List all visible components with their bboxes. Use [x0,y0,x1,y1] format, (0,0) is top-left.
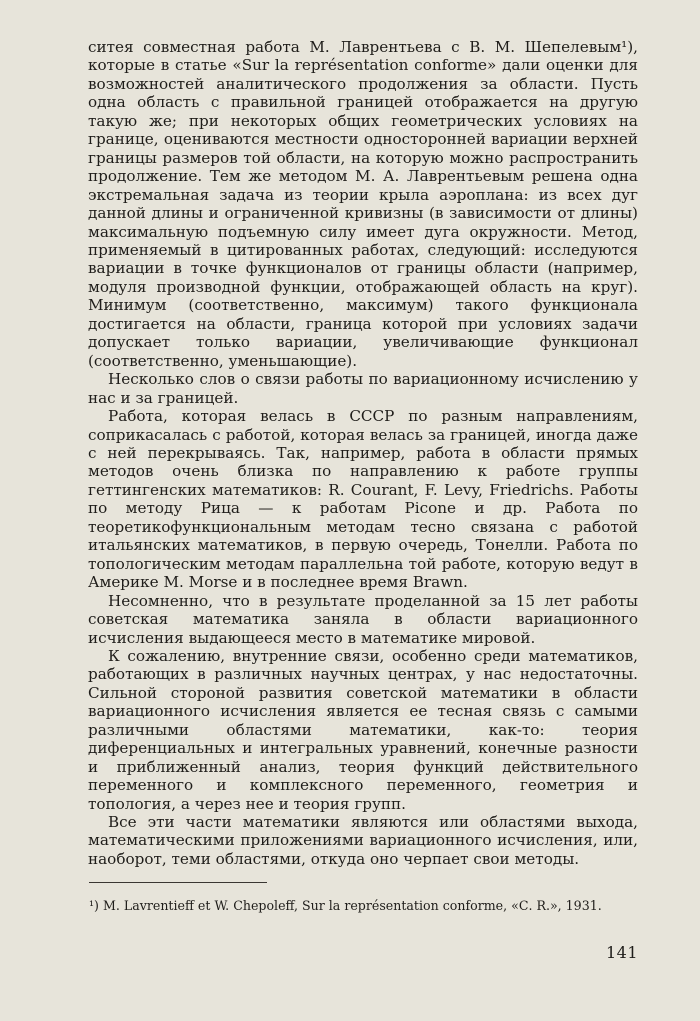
paragraph: Все эти части математики являются или областями выхода, математическими приложениями вариационного исчисления, или, наоборот, теми областями, откуда оно черпает свои методы. [88,813,638,868]
paragraph: Работа, которая велась в СССР по разным направлениям, соприкасалась с работой, которая велась за границей, иногда даже с ней перекрываясь. Так, например, работа в области прямых методов очень близка по направлению к работе группы геттингенских математиков: R. Courant, F. Levy, Friedrichs. Работы по методу Рица — к работам Picone и др. Работа по теоретикофункциональным методам тесно связана с работой итальянских математиков, в первую очередь, Тонелли. Работа по топологическим методам параллельна той работе, которую ведут в Америке М. Morse и в последнее время Brawn. [88,407,638,592]
footnote: ¹) M. Lavrentieff et W. Chepoleff, Sur la représentation conforme, «С. R.», 1931. [89,898,602,913]
paragraph-continuation: ситея совместная работа М. Лаврентьева с В. М. Шепелевым¹), которые в статье «Sur la représentation conforme» дали оценки для возможностей аналитического продолжения за области. Пусть одна область с правильной границей отображается на другую такую же; при некоторых общих геометрических условиях на границе, оцениваются местности односторонней вариации верхней границы размеров той области, на которую можно распространить продолжение. Тем же методом М. А. Лаврентьевым решена одна экстремальная задача из теории крыла аэроплана: из всех дуг данной длины и ограниченной кривизны (в зависимости от длины) максимальную подъемную силу имеет дуга окружности. Метод, применяемый в цитированных работах, следующий: исследуются вариации в точке функционалов от границы области (например, модуля производной функции, отображающей область на круг). Минимум (соответственно, максимум) такого функционала достигается на области, граница которой при условиях задачи допускает только вариации, увеличивающие функционал (соответственно, уменьшающие). [88,38,638,370]
paragraph: Несомненно, что в результате проделанной за 15 лет работы советская математика заняла в области вариационного исчисления выдающееся место в математике мировой. [88,591,638,647]
paragraph: Несколько слов о связи работы по вариационному исчислению у нас и за границей. [88,370,638,407]
page-number: 141 [605,943,638,962]
footnote-divider [89,882,267,883]
body-text [88,38,638,868]
paragraph: К сожалению, внутренние связи, особенно среди математиков, работающих в различных научных центрах, у нас недостаточны. Сильной стороной развития советской математики в области вариационного исчисления является ее тесная связь с самыми различными областями математики, как-то: теория диференциальных и интегральных уравнений, конечные разности и приближенный анализ, теория функций действительного переменного и комплексного переменного, геометрия и топология, а через нее и теория групп. [88,646,638,813]
